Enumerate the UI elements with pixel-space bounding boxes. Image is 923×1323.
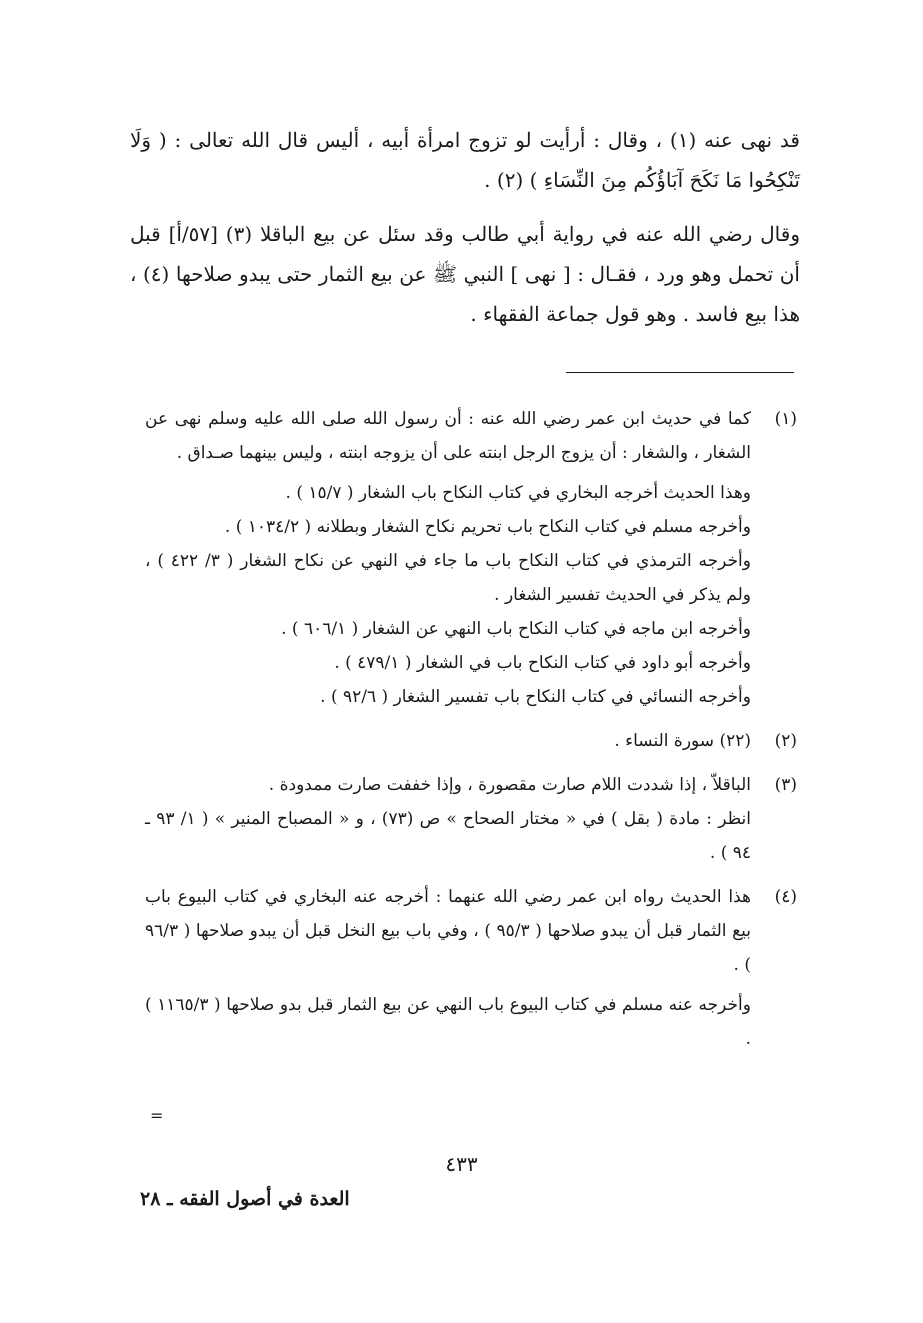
footnote-line: وأخرجه الترمذي في كتاب النكاح باب ما جاء في النهي عن نكاح الشغار ( ٣/ ٤٢٢ ) ، ولم يذكر في الحديث تفسير الشغار . bbox=[145, 551, 751, 605]
continuation-mark: = bbox=[150, 1106, 164, 1125]
footnote-number: (٣) bbox=[774, 775, 797, 795]
running-footer: العدة في أصول الفقه ـ ٢٨ bbox=[140, 1188, 350, 1210]
footnote-line: انظر : مادة ( بقل ) في « مختار الصحاح » ص (٧٣) ، و « المصباح المنير » ( ١/ ٩٣ ـ ٩٤ ) . bbox=[145, 809, 751, 863]
footnote-line: وهذا الحديث أخرجه البخاري في كتاب النكاح باب الشغار ( ١٥/٧ ) . bbox=[285, 483, 751, 503]
footnote-number: (٢) bbox=[774, 731, 797, 751]
main-paragraph: قد نهى عنه (١) ، وقال : أرأيت لو تزوج امرأة أبيه ، أليس قال الله تعالى : ( وَلَا تَنْكِحُوا مَا نَكَحَ آبَاؤُكُم مِنَ النِّسَاءِ ) (٢) . bbox=[130, 128, 800, 192]
footnote-number: (٤) bbox=[774, 887, 797, 907]
footnote-line: وأخرجه ابن ماجه في كتاب النكاح باب النهي عن الشغار ( ٦٠٦/١ ) . bbox=[281, 619, 751, 639]
main-text bbox=[130, 120, 800, 348]
page-number: ٤٣٣ bbox=[445, 1152, 478, 1176]
footnote-line: وأخرجه أبو داود في كتاب النكاح باب في الشغار ( ٤٧٩/١ ) . bbox=[334, 653, 751, 673]
footnote-separator bbox=[566, 372, 794, 373]
main-paragraph: وقال رضي الله عنه في رواية أبي طالب وقد سئل عن بيع الباقلا (٣) [٥٧/أ] قبل أن تحمل وهو ورد ، فقـال : [ نهى ] النبي ﷺ عن بيع الثمار حتى يبدو صلاحها (٤) ، هذا بيع فاسد . وهو قول جماعة الفقهاء . bbox=[130, 222, 800, 326]
footnote-body bbox=[145, 724, 751, 758]
footnote-body bbox=[145, 402, 751, 714]
footnote-body bbox=[145, 768, 751, 870]
footnote bbox=[145, 768, 797, 870]
footnotes bbox=[145, 402, 797, 1066]
footnote-body bbox=[145, 880, 751, 1056]
footnote-line: (٢٢) سورة النساء . bbox=[614, 731, 751, 751]
footnote-line: الباقلاّ ، إذا شددت اللام صارت مقصورة ، وإذا خففت صارت ممدودة . bbox=[268, 775, 751, 795]
footnote-line: وأخرجه مسلم في كتاب النكاح باب تحريم نكاح الشغار وبطلانه ( ١٠٣٤/٢ ) . bbox=[224, 517, 751, 537]
footnote bbox=[145, 880, 797, 1056]
footnote-line: وأخرجه النسائي في كتاب النكاح باب تفسير الشغار ( ٩٢/٦ ) . bbox=[320, 687, 751, 707]
footnote-line: كما في حديث ابن عمر رضي الله عنه : أن رسول الله صلى الله عليه وسلم نهى عن الشغار ، والشغار : أن يزوج الرجل ابنته على أن يزوجه ابنته ، وليس بينهما صـداق . bbox=[145, 409, 751, 463]
footnote bbox=[145, 724, 797, 758]
footnote-line: وأخرجه عنه مسلم في كتاب البيوع باب النهي عن بيع الثمار قبل بدو صلاحها ( ١١٦٥/٣ ) . bbox=[145, 995, 751, 1049]
footnote-number: (١) bbox=[774, 409, 797, 429]
footnote-line: هذا الحديث رواه ابن عمر رضي الله عنهما : أخرجه عنه البخاري في كتاب البيوع باب بيع الثمار قبل أن يبدو صلاحها ( ٩٥/٣ ) ، وفي باب بيع النخل قبل أن يبدو صلاحها ( ٩٦/٣ ) . bbox=[145, 887, 751, 975]
footnote bbox=[145, 402, 797, 714]
